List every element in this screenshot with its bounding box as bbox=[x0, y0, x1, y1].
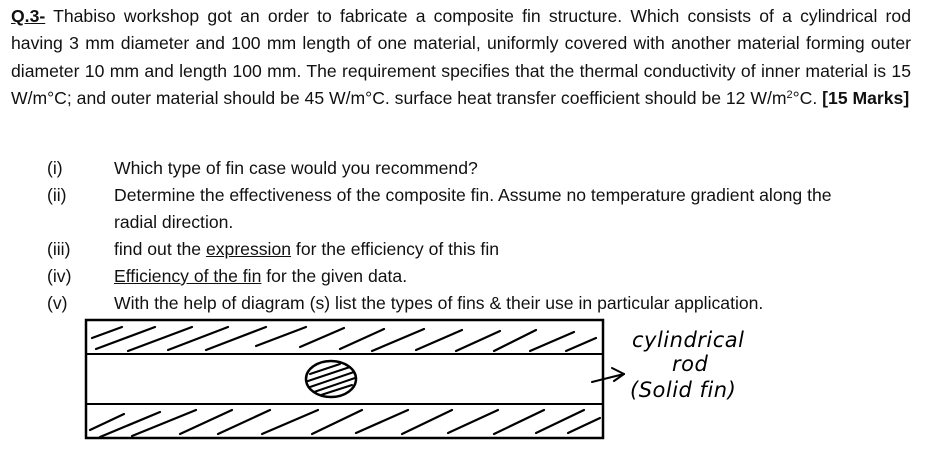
arrow-icon bbox=[592, 368, 624, 382]
handwritten-note-line2: rod bbox=[672, 352, 709, 376]
part-text-post: for the given data. bbox=[261, 266, 408, 286]
part-text: Determine the effectiveness of the composite fin. Assume no temperature gradient along the bbox=[114, 185, 832, 205]
question-body: Thabiso workshop got an order to fabricate a composite fin structure. Which consists of a cylindrical rod having 3 mm diameter and 100 mm length of one material, uniformly covered with another material forming outer diameter 10 mm and length 100 mm. The requirement specifies that the thermal conductivity of inner material is 15 W/m°C; and outer material should be 45 W/m°C. surface heat transfer coefficient should be 12 W/m bbox=[11, 6, 911, 108]
rod-cross-section-hatching bbox=[308, 364, 355, 395]
part-number: (ii) bbox=[47, 185, 67, 205]
part-number: (iii) bbox=[47, 239, 71, 259]
part-text-continued: radial direction. bbox=[114, 212, 234, 232]
question-body-end: °C. bbox=[792, 87, 823, 108]
handwritten-note-line1: cylindrical bbox=[632, 328, 745, 352]
part-number: (iv) bbox=[47, 266, 72, 286]
underlined-term: Efficiency of the fin bbox=[114, 266, 262, 286]
marks-label: [15 Marks] bbox=[822, 87, 910, 108]
part-text-pre: find out the bbox=[114, 239, 206, 259]
top-hatching bbox=[92, 327, 596, 351]
part-text: With the help of diagram (s) list the types of fins & their use in particular application. bbox=[114, 293, 764, 313]
underlined-term: expression bbox=[205, 239, 292, 259]
part-number: (v) bbox=[47, 293, 68, 313]
part-number: (i) bbox=[47, 158, 63, 178]
superscript: 2 bbox=[786, 88, 793, 101]
question-number: Q.3- bbox=[11, 6, 46, 26]
handwritten-note-line3: (Solid fin) bbox=[630, 378, 737, 402]
part-text-post: for the efficiency of this fin bbox=[291, 239, 500, 259]
part-text: Which type of fin case would you recommend? bbox=[114, 158, 478, 178]
bottom-hatching bbox=[90, 410, 600, 437]
